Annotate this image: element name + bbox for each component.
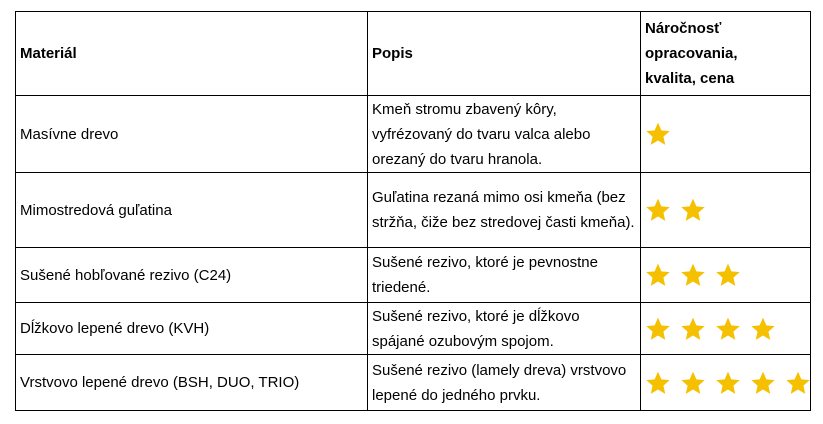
table-row: [16, 355, 811, 411]
star-icon: [645, 316, 671, 342]
material-cell: Dĺžkovo lepené drevo (KVH): [16, 303, 368, 355]
star-rating: [645, 316, 806, 342]
star-rating: [645, 197, 806, 223]
material-cell: Masívne drevo: [16, 96, 368, 173]
star-icon: [785, 370, 811, 396]
star-icon: [645, 370, 671, 396]
header-row: [16, 12, 811, 96]
star-icon: [750, 370, 776, 396]
description-cell: Guľatina rezaná mimo osi kmeňa (bez stržňa, čiže bez stredovej časti kmeňa).: [368, 173, 641, 248]
table-row: [16, 173, 811, 248]
star-icon: [680, 370, 706, 396]
material-cell: Sušené hobľované rezivo (C24): [16, 248, 368, 303]
rating-cell: [641, 248, 811, 303]
header-rating-line-3: kvalita, cena: [645, 70, 735, 87]
description-cell: Sušené rezivo, ktoré je dĺžkovo spájané ozubovým spojom.: [368, 303, 641, 355]
star-icon: [680, 262, 706, 288]
star-icon: [750, 316, 776, 342]
star-icon: [680, 316, 706, 342]
description-cell: Sušené rezivo, ktoré je pevnostne triedené.: [368, 248, 641, 303]
rating-cell: [641, 96, 811, 173]
star-icon: [645, 197, 671, 223]
star-icon: [715, 370, 741, 396]
header-rating: [641, 12, 811, 96]
materials-table: [15, 11, 811, 411]
table-row: [16, 248, 811, 303]
header-rating-line-2: opracovania,: [645, 45, 738, 62]
star-icon: [715, 316, 741, 342]
material-cell: Mimostredová guľatina: [16, 173, 368, 248]
star-icon: [645, 262, 671, 288]
star-rating: [645, 121, 806, 147]
rating-cell: [641, 173, 811, 248]
header-material: Materiál: [16, 12, 368, 96]
header-description: Popis: [368, 12, 641, 96]
description-cell: Kmeň stromu zbavený kôry, vyfrézovaný do tvaru valca alebo orezaný do tvaru hranola.: [368, 96, 641, 173]
star-icon: [715, 262, 741, 288]
table-row: [16, 96, 811, 173]
star-icon: [645, 121, 671, 147]
header-rating-line-1: Náročnosť: [645, 20, 722, 37]
star-icon: [680, 197, 706, 223]
star-rating: [645, 370, 806, 396]
material-cell: Vrstvovo lepené drevo (BSH, DUO, TRIO): [16, 355, 368, 411]
star-rating: [645, 262, 806, 288]
rating-cell: [641, 303, 811, 355]
description-cell: Sušené rezivo (lamely dreva) vrstvovo lepené do jedného prvku.: [368, 355, 641, 411]
table-row: [16, 303, 811, 355]
rating-cell: [641, 355, 811, 411]
